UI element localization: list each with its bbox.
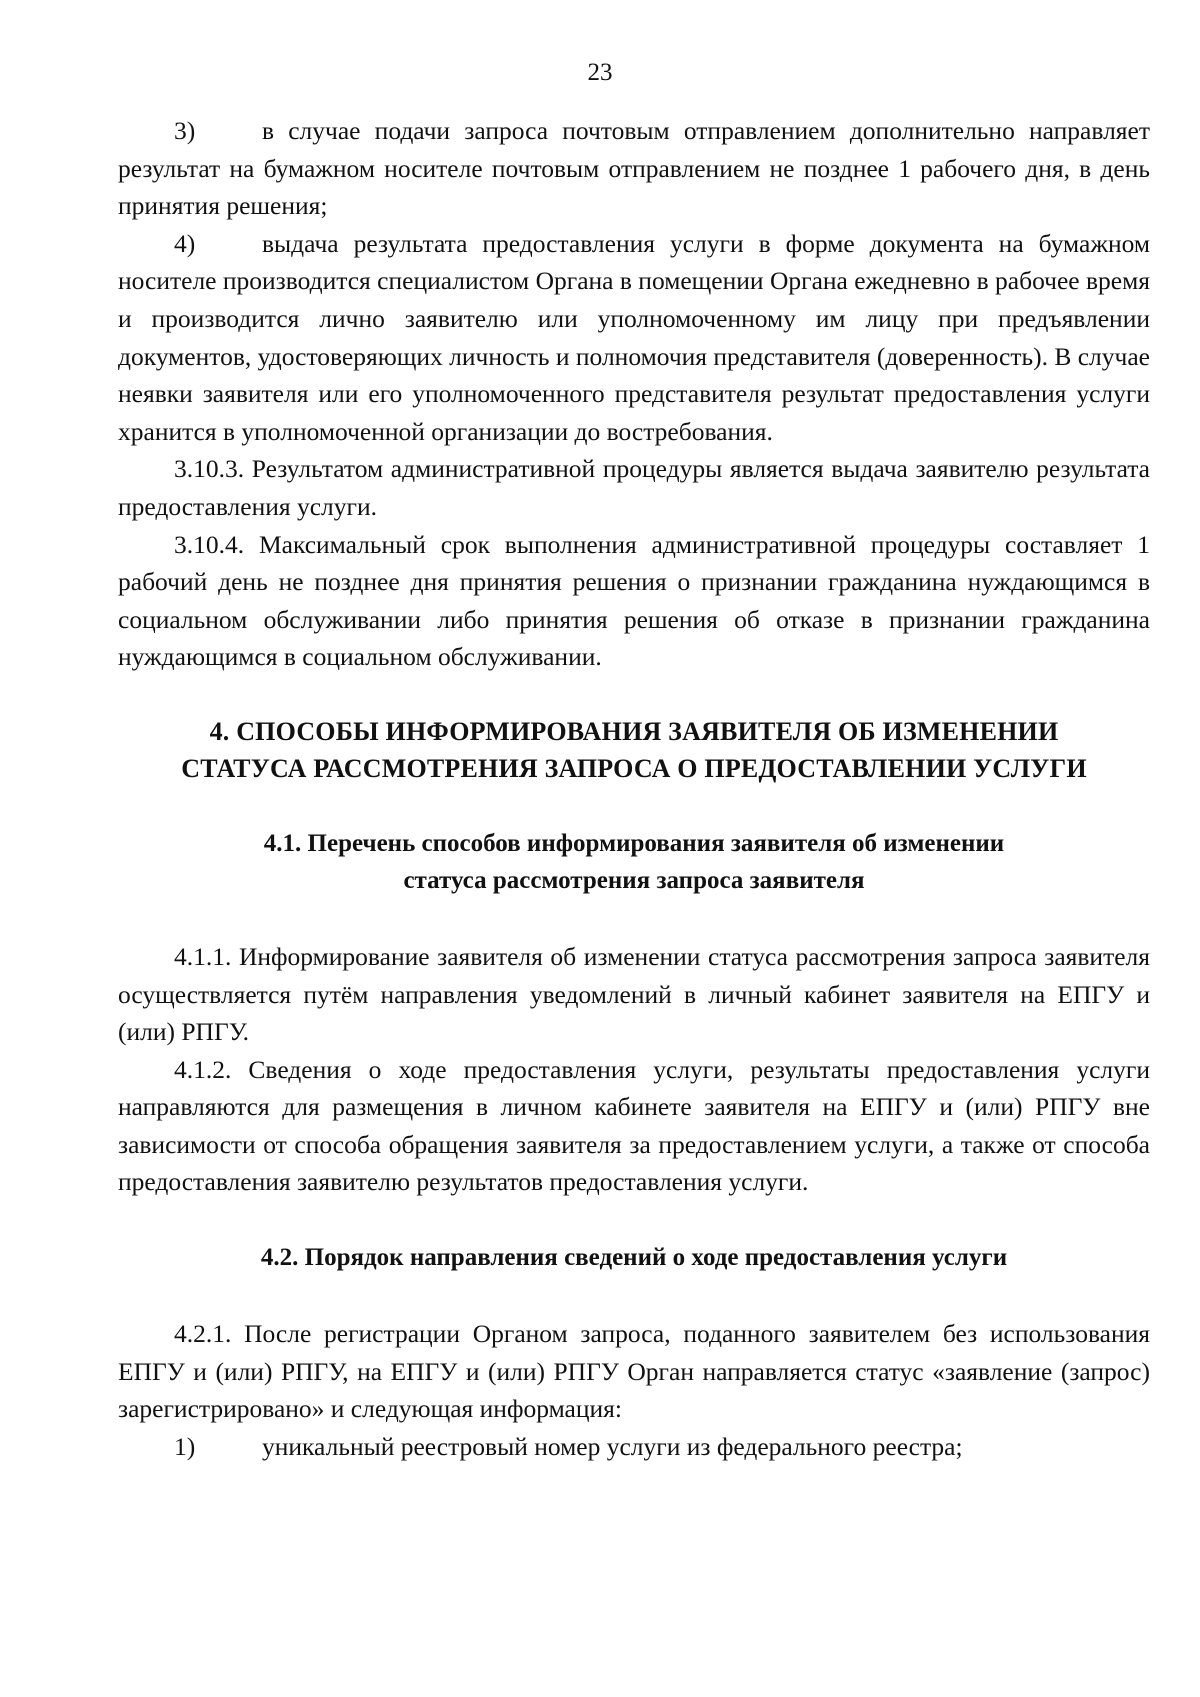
paragraph-4-1-2: 4.1.2. Сведения о ходе предоставления услуги, результаты предоставления услуги направляются для размещения в личном кабинете заявителя на ЕПГУ и (или) РПГУ вне зависимости от способа обращения заявителя за предоставлением услуги, а также от способа предоставления заявителю результатов предоставления услуги.: [118, 1054, 1150, 1197]
subsection-4-1-heading: [118, 825, 1150, 899]
document-body: [118, 112, 1150, 1465]
list-item-number: 3): [174, 116, 196, 145]
list-item-3: [118, 112, 1150, 225]
section-4-heading-line-2: СТАТУСА РАССМОТРЕНИЯ ЗАПРОСА О ПРЕДОСТАВЛЕНИИ УСЛУГИ: [181, 753, 1087, 783]
subsection-4-1-heading-line-2: статуса рассмотрения запроса заявителя: [403, 866, 865, 894]
list-item-text: в случае подачи запроса почтовым отправлением дополнительно направляет результат на бумажном носителе почтовым отправлением не позднее 1 рабочего дня, в день принятия решения;: [118, 116, 1150, 221]
paragraph-3-10-3: 3.10.3. Результатом административной процедуры является выдача заявителю результата предоставления услуги.: [118, 454, 1150, 521]
list-item-4: [118, 225, 1150, 451]
section-4-heading: [118, 713, 1150, 787]
paragraph-4-2-1: 4.2.1. После регистрации Органом запроса, поданного заявителем без использования ЕПГУ и (или) РПГУ, на ЕПГУ и (или) РПГУ Орган направляется статус «заявление (запрос) зарегистрировано» и следующая информация:: [118, 1319, 1150, 1424]
list-item-number: 1): [174, 1431, 196, 1461]
subsection-4-1-heading-line-1: 4.1. Перечень способов информирования заявителя об изменении: [263, 829, 1005, 857]
list-item-1: [118, 1428, 1150, 1466]
section-4-heading-line-1: 4. СПОСОБЫ ИНФОРМИРОВАНИЯ ЗАЯВИТЕЛЯ ОБ ИЗМЕНЕНИИ: [209, 716, 1059, 746]
paragraph-3-10-4: 3.10.4. Максимальный срок выполнения административной процедуры составляет 1 рабочий день не позднее дня принятия решения о признании гражданина нуждающимся в социальном обслуживании либо принятия решения об отказе в признании гражданина нуждающимся в социальном обслуживании.: [118, 529, 1150, 672]
paragraph-4-1-1: 4.1.1. Информирование заявителя об изменении статуса рассмотрения запроса заявителя осуществляется путём направления уведомлений в личный кабинет заявителя на ЕПГУ и (или) РПГУ.: [118, 941, 1150, 1047]
page-number: 23: [587, 59, 613, 86]
list-item-text: уникальный реестровый номер услуги из федерального реестра;: [262, 1431, 963, 1461]
list-item-number: 4): [174, 228, 196, 258]
subsection-4-2-heading-line-1: 4.2. Порядок направления сведений о ходе предоставления услуги: [260, 1244, 1008, 1272]
list-item-text: выдача результата предоставления услуги в форме документа на бумажном носителе производится специалистом Органа в помещении Органа ежедневно в рабочее время и производится лично заявителю или уполномоченному им лицу при предъявлении документов, удостоверяющих личность и полномочия представителя (доверенность). В случае неявки заявителя или его уполномоченного представителя результат предоставления услуги хранится в уполномоченной организации до востребования.: [118, 228, 1150, 446]
subsection-4-2-heading: [118, 1239, 1150, 1276]
